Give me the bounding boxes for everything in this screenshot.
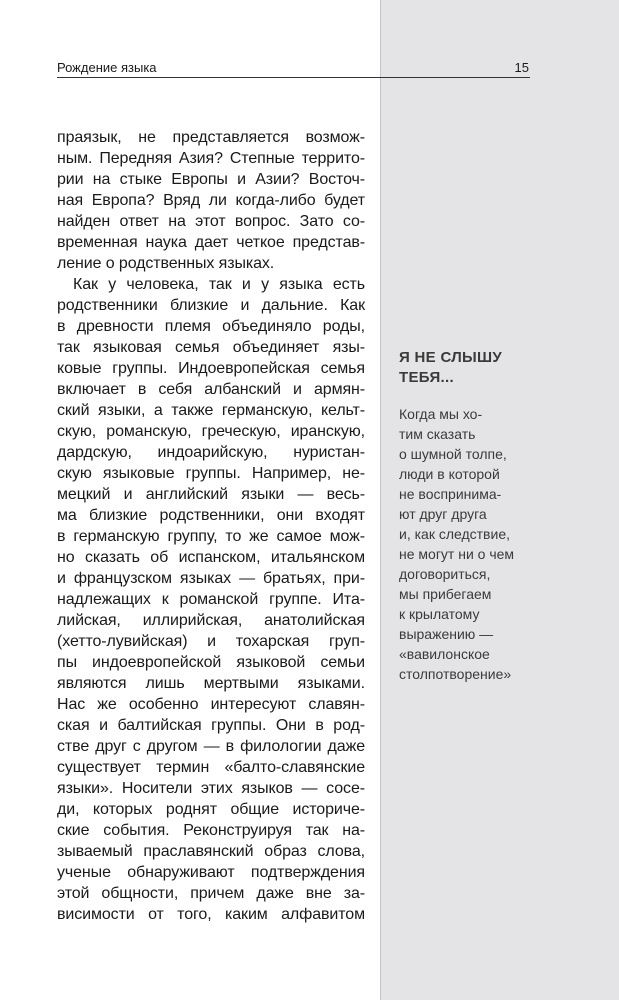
main-text-line: праязык, не представляется возмож- [57, 129, 365, 146]
sidebar-note-line: к крылатому [399, 606, 480, 622]
sidebar-note-title-line: Я НЕ СЛЫШУ [399, 349, 503, 366]
main-text-line: ский языки, а также германскую, кельт- [57, 402, 365, 419]
main-text-line: ковые группы. Индоевропейская семья [57, 360, 365, 377]
main-text-line: в германскую группу, то же самое мож- [57, 528, 365, 545]
sidebar-note-line: не могут ни о чем [399, 546, 515, 562]
main-text-line: найден ответ на этот вопрос. Зато со- [57, 213, 365, 230]
sidebar-note-line: Когда мы хо- [399, 406, 483, 422]
main-text-line: ская и балтийская группы. Они в род- [57, 717, 365, 734]
main-text-line: скую языковые группы. Например, не- [57, 465, 365, 482]
main-text-line: языки». Носители этих языков — сосе- [57, 780, 365, 797]
main-text-line: ученые обнаруживают подтверждения [57, 864, 365, 881]
sidebar-note-line: люди в которой [399, 466, 500, 482]
main-text-line: дардскую, индоарийскую, нуристан- [57, 444, 365, 461]
main-text-line: ным. Передняя Азия? Степные террито- [57, 150, 365, 167]
sidebar-note-line: и, как следствие, [399, 526, 510, 542]
main-text-line: ма близкие родственники, они входят [57, 507, 365, 524]
main-text-line: Как у человека, так и у языка есть [73, 276, 365, 293]
sidebar-note [399, 348, 609, 684]
main-text-line: стве друг с другом — в филологии даже [57, 738, 365, 755]
main-text-line: являются лишь мертвыми языками. [57, 675, 365, 692]
sidebar-note-title-line: ТЕБЯ... [399, 369, 454, 386]
main-text-line: существует термин «балто-славянские [57, 759, 365, 776]
main-text-line: лийская, иллирийская, анатолийская [57, 612, 365, 629]
sidebar-note-line: ют друг друга [399, 506, 487, 522]
sidebar-note-line: тим сказать [399, 426, 476, 442]
sidebar-note-body [399, 404, 609, 684]
main-text-line: ление о родственных языках. [57, 255, 275, 272]
sidebar-note-line: договориться, [399, 566, 491, 582]
sidebar-note-line: выражению — [399, 626, 494, 642]
running-header-title: Рождение языка [57, 60, 157, 75]
main-text-line: ские события. Реконструируя так на- [57, 822, 365, 839]
sidebar-note-line: о шумной толпе, [399, 446, 507, 462]
sidebar-note-line: столпотворение» [399, 666, 512, 682]
sidebar-note-title [399, 348, 609, 388]
main-text-line: Нас же особенно интересуют славян- [57, 696, 365, 713]
main-text-line: мецкий и английский языки — весь- [57, 486, 365, 503]
main-text-line: временная наука дает четкое представ- [57, 234, 365, 251]
main-text-line: этой общности, причем даже вне за- [57, 885, 365, 902]
sidebar-note-line: не воспринима- [399, 486, 502, 502]
main-text-line: (хетто-лувийская) и тохарская груп- [57, 633, 365, 650]
page-number: 15 [514, 60, 529, 75]
main-text-line: висимости от того, каким алфавитом [57, 906, 365, 923]
main-text-line: надлежащих к романской группе. Ита- [57, 591, 365, 608]
main-text-line: ная Европа? Вряд ли когда-либо будет [57, 192, 365, 209]
main-text-line: пы индоевропейской языковой семьи [57, 654, 365, 671]
main-text-line: в древности племя объединяло роды, [57, 318, 365, 335]
main-text-line: и французском языках — братьях, при- [57, 570, 365, 587]
main-text-line: включает в себя албанский и армян- [57, 381, 365, 398]
sidebar-note-line: «вавилонское [399, 646, 490, 662]
sidebar-note-line: мы прибегаем [399, 586, 492, 602]
main-text-line: так языковая семья объединяет язы- [57, 339, 365, 356]
header-rule [57, 77, 530, 78]
main-text-line: рии на стыке Европы и Азии? Восточ- [57, 171, 365, 188]
main-text-line: но сказать об испанском, итальянском [57, 549, 365, 566]
main-text-line: зываемый праславянский образ слова, [57, 843, 365, 860]
main-text-line: родственники близкие и дальние. Как [57, 297, 365, 314]
main-text-line: скую, романскую, греческую, иранскую, [57, 423, 365, 440]
main-text-line: ди, которых роднят общие историче- [57, 801, 365, 818]
main-text-column [57, 127, 365, 925]
